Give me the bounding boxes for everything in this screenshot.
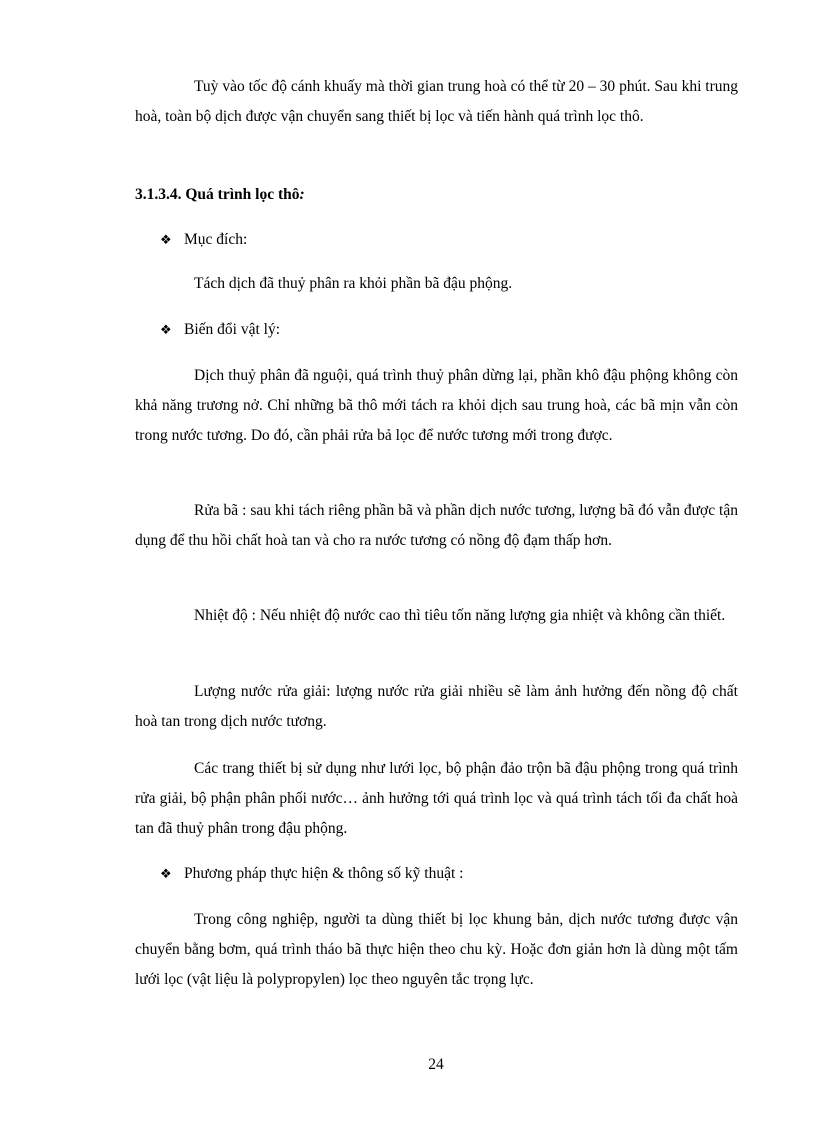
paragraph-rinse: Rửa bã : sau khi tách riêng phần bã và phần dịch nước tương, lượng bã đó vẫn được tận dụng để thu hồi chất hoà tan và cho ra nước tương có nồng độ đạm thấp hơn. (135, 502, 738, 549)
section-heading-colon: : (299, 186, 305, 203)
section-heading (135, 180, 738, 210)
bullet-physical-label: Biến đổi vật lý: (184, 321, 281, 338)
bullet-purpose-label: Mục đích: (184, 231, 248, 248)
diamond-bullet-icon: ❖ (160, 233, 172, 248)
bullet-method (160, 859, 720, 890)
bullet-method-label: Phương pháp thực hiện & thông số kỹ thuật : (184, 865, 464, 882)
purpose-text: Tách dịch đã thuỷ phân ra khỏi phần bã đậu phộng. (194, 275, 513, 292)
diamond-bullet-icon: ❖ (160, 323, 172, 338)
bullet-purpose (160, 225, 720, 256)
intro-paragraph: Tuỳ vào tốc độ cánh khuấy mà thời gian trung hoà có thể từ 20 – 30 phút. Sau khi trung hoà, toàn bộ dịch được vận chuyển sang thiết bị lọc và tiến hành quá trình lọc thô. (135, 78, 738, 125)
paragraph-method: Trong công nghiệp, người ta dùng thiết bị lọc khung bản, dịch nước tương được vận chuyển bằng bơm, quá trình tháo bã thực hiện theo chu kỳ. Hoặc đơn giản hơn là dùng một tấm lưới lọc (vật liệu là polypropylen) lọc theo nguyên tắc trọng lực. (135, 911, 738, 988)
bullet-physical (160, 315, 720, 346)
paragraph-temperature: Nhiệt độ : Nếu nhiệt độ nước cao thì tiêu tốn năng lượng gia nhiệt và không cần thiết. (194, 607, 726, 624)
page-number: 24 (428, 1056, 444, 1073)
paragraph-physical: Dịch thuỷ phân đã nguội, quá trình thuỷ phân dừng lại, phần khô đậu phộng không còn khả năng trương nở. Chỉ những bã thô mới tách ra khỏi dịch sau trung hoà, các bã mịn vẫn còn trong nước tương. Do đó, cần phải rửa bả lọc để nước tương mới trong được. (135, 367, 738, 444)
diamond-bullet-icon: ❖ (160, 867, 172, 882)
paragraph-equipment: Các trang thiết bị sử dụng như lưới lọc, bộ phận đảo trộn bã đậu phộng trong quá trình rửa giải, bộ phận phân phối nước… ảnh hưởng tới quá trình lọc và quá trình tách tối đa chất hoà tan đã thuỷ phân trong đậu phộng. (135, 760, 738, 837)
paragraph-water: Lượng nước rửa giải: lượng nước rửa giải nhiều sẽ làm ảnh hưởng đến nồng độ chất hoà tan trong dịch nước tương. (135, 683, 738, 730)
section-heading-text: 3.1.3.4. Quá trình lọc thô (135, 186, 300, 203)
